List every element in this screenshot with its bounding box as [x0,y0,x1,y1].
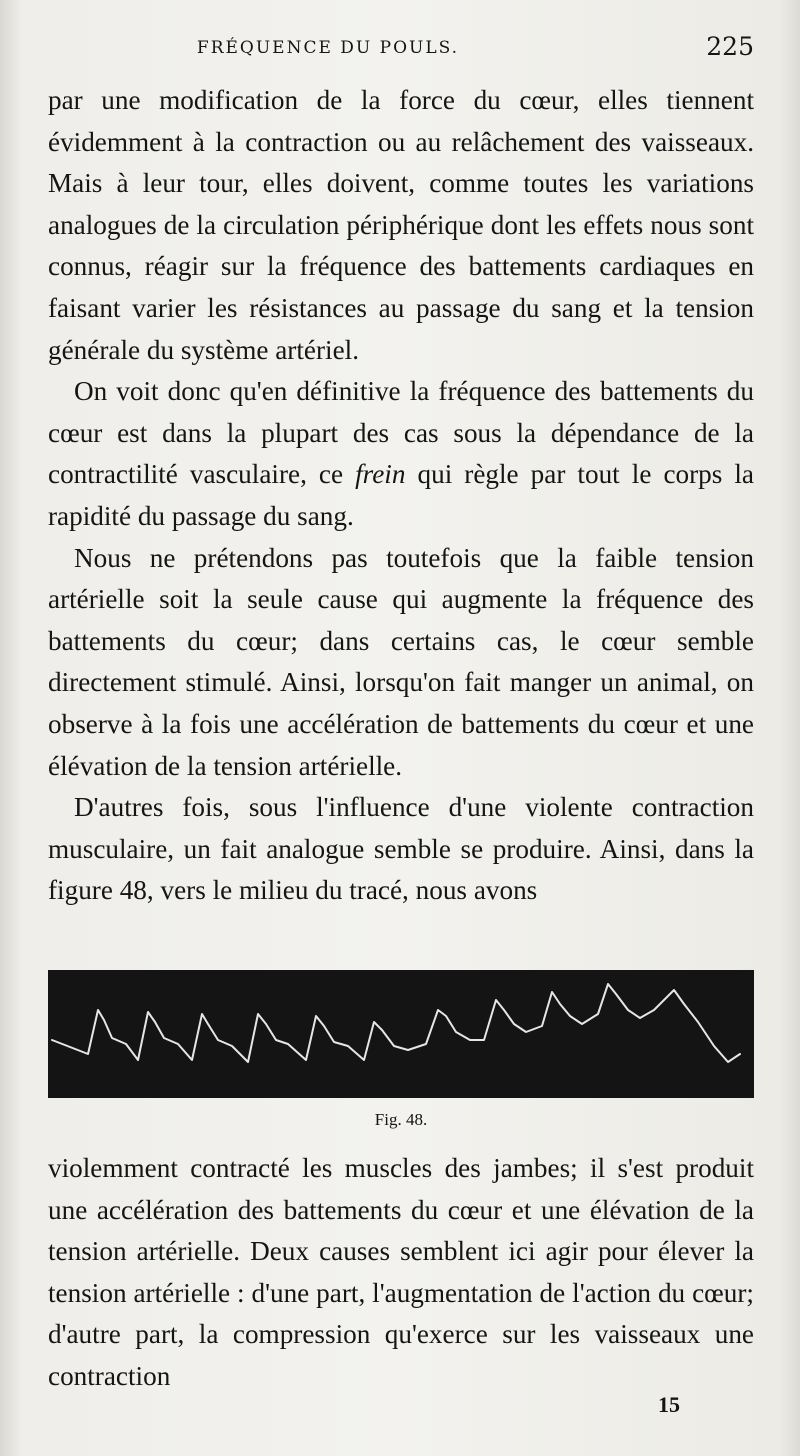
paragraph-2-text-end: qui règle par tout le corps la rapidité du passage du sang. [48,459,754,531]
text-block-top [48,80,754,912]
paragraph-2 [48,371,754,537]
signature-mark: 15 [658,1392,680,1417]
tracing-background [48,970,754,1098]
page-number: 225 [706,32,754,61]
paragraph-4: D'autres fois, sous l'influence d'une violente contraction musculaire, un fait analogue semble se produire. Ainsi, dans la figure 48, vers le milieu du tracé, nous avons [48,792,754,906]
figure-caption: Fig. 48. [374,1110,428,1129]
running-head [48,32,754,66]
paragraph-2-text: On voit donc qu'en définitive la fréquence des battements du cœur est dans la plupart des cas sous la dépendance de la contractilité vasculaire, ce [48,376,754,490]
paragraph-2-emphasis: frein [355,459,406,490]
pulse-tracing-figure [48,970,754,1098]
paragraph-1: par une modification de la force du cœur, elles tiennent évidemment à la contraction ou au relâchement des vaisseaux. Mais à leur tour, elles doivent, comme toutes les variations analogues de la circulation périphérique dont les effets nous sont connus, réagir sur la fréquence des battements cardiaques en faisant varier les résistances au passage du sang et la tension générale du système artériel. [48,85,754,365]
pulse-tracing-svg [48,970,754,1098]
paragraph-5: violemment contracté les muscles des jambes; il s'est produit une accélération des battements du cœur et une élévation de la tension artérielle. Deux causes semblent ici agir pour élever la tension artérielle : d'une part, l'augmentation de l'action du cœur; d'autre part, la compression qu'exerce sur les vaisseaux une contraction [48,1153,754,1391]
text-block-bottom [48,1148,754,1398]
running-title: FRÉQUENCE DU POULS. [196,38,460,58]
paragraph-3: Nous ne prétendons pas toutefois que la faible tension artérielle soit la seule cause qui augmente la fréquence des battements du cœur; dans certains cas, le cœur semble directement stimulé. Ainsi, lorsqu'on fait manger un animal, on observe à la fois une accélération de battements du cœur et une élévation de la tension artérielle. [48,542,754,781]
